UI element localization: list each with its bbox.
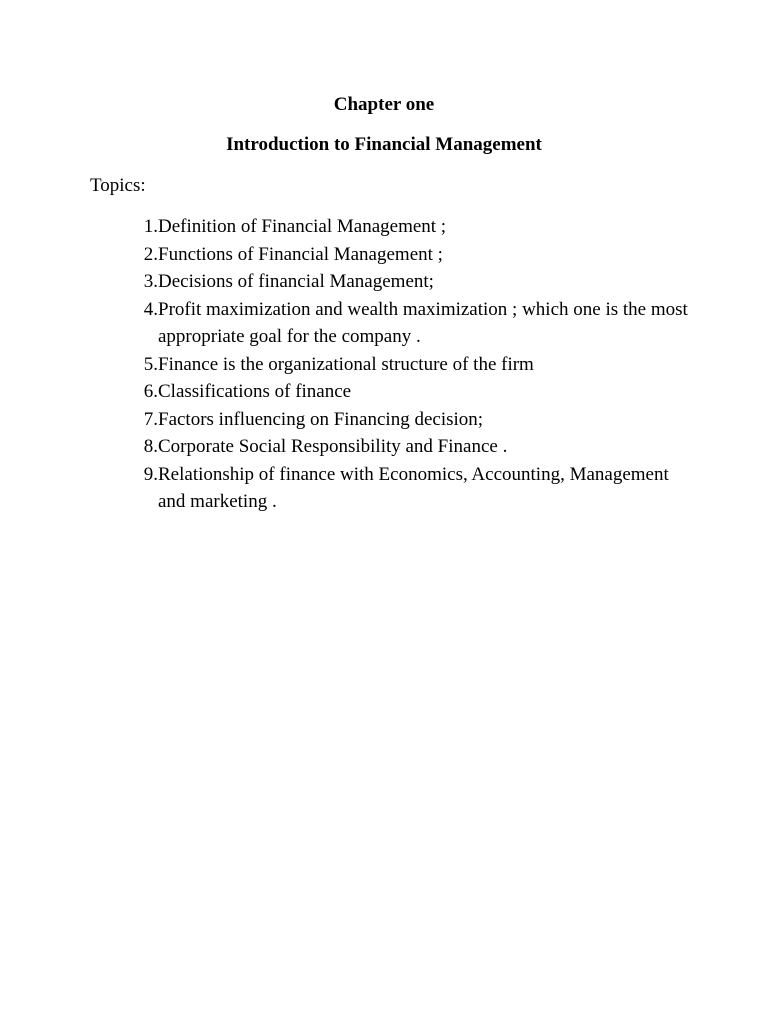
topic-number: 4. xyxy=(143,298,158,320)
chapter-title: Introduction to Financial Management xyxy=(226,134,542,155)
topics-label: Topics: xyxy=(90,175,146,196)
topic-number: 5. xyxy=(143,353,158,375)
topic-text: Factors influencing on Financing decision; xyxy=(158,408,484,430)
topic-item-3 xyxy=(120,268,690,296)
topic-item-9 xyxy=(120,461,690,516)
chapter-heading: Chapter one xyxy=(333,94,435,115)
topic-number: 8. xyxy=(143,436,158,457)
topic-text: Finance is the organizational structure of the firm xyxy=(158,353,534,375)
topic-number: 1. xyxy=(143,216,158,237)
topic-item-8 xyxy=(120,433,690,461)
topic-text: Functions of Financial Management ; xyxy=(158,243,443,265)
topic-list xyxy=(120,213,690,516)
topic-number: 9. xyxy=(143,463,158,485)
topic-item-6 xyxy=(120,378,690,406)
topic-text: Classifications of finance xyxy=(158,381,352,402)
topic-item-5 xyxy=(120,351,690,379)
topic-text: Definition of Financial Management ; xyxy=(158,216,447,237)
topic-item-1 xyxy=(120,213,690,241)
topic-item-7 xyxy=(120,406,690,434)
topic-number: 2. xyxy=(143,243,158,265)
topic-number: 6. xyxy=(143,381,158,402)
topic-number: 7. xyxy=(143,408,158,430)
topic-number: 3. xyxy=(143,271,158,292)
topic-item-2 xyxy=(120,241,690,269)
topic-text: Relationship of finance with Economics, Accounting, Management and marketing . xyxy=(158,463,669,512)
topic-text: Profit maximization and wealth maximization ; which one is the most appropriate goal for the company . xyxy=(158,298,688,347)
topic-item-4 xyxy=(120,296,690,351)
topic-text: Decisions of financial Management; xyxy=(158,271,434,292)
topic-text: Corporate Social Responsibility and Finance . xyxy=(158,436,508,457)
